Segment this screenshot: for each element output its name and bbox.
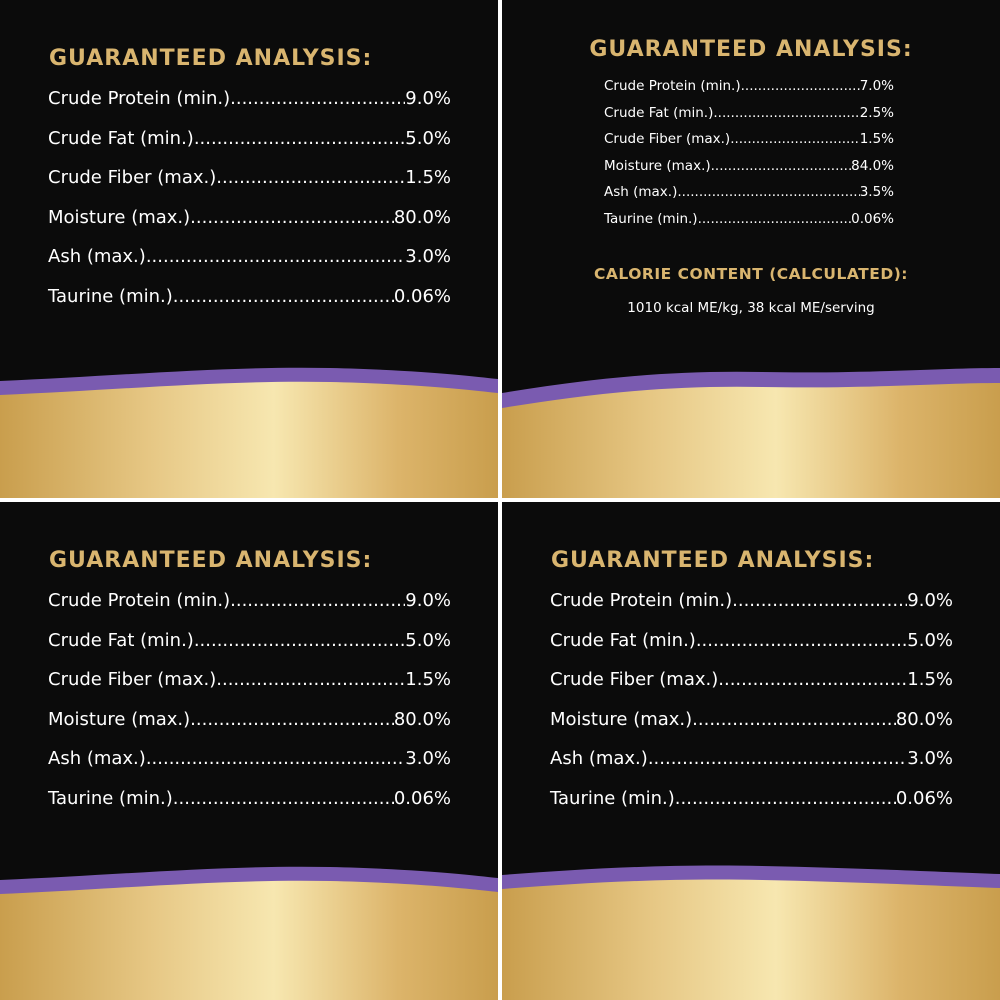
dot-leader <box>698 211 852 227</box>
analysis-panel-bottom-left <box>0 502 498 1000</box>
analysis-row <box>48 788 451 828</box>
nutrient-value: 5.0% <box>405 127 451 149</box>
analysis-row <box>48 128 451 168</box>
nutrient-label: Ash (max.) <box>604 184 678 201</box>
calorie-content-title: CALORIE CONTENT (CALCULATED): <box>594 265 908 283</box>
dot-leader <box>194 630 405 651</box>
nutrient-value: 0.06% <box>393 787 451 809</box>
dot-leader <box>230 590 405 611</box>
nutrient-label: Crude Protein (min.) <box>550 590 733 611</box>
nutrient-value: 3.0% <box>405 748 451 770</box>
analysis-row <box>48 286 451 326</box>
analysis-panel-bottom-right <box>502 502 1000 1000</box>
nutrient-value: 5.0% <box>907 629 953 651</box>
nutrient-value: 0.06% <box>895 787 953 809</box>
analysis-row <box>550 630 953 670</box>
dot-leader <box>216 167 405 188</box>
nutrient-value: 0.06% <box>393 285 451 307</box>
nutrient-value: 3.5% <box>859 184 894 201</box>
dot-leader <box>146 748 405 769</box>
nutrient-label: Crude Fiber (max.) <box>48 167 217 189</box>
nutrient-value: 7.0% <box>859 78 894 94</box>
analysis-row <box>48 669 451 709</box>
nutrient-label: Moisture (max.) <box>604 157 711 174</box>
analysis-row <box>604 78 894 105</box>
nutrient-label: Taurine (min.) <box>550 787 675 809</box>
dot-leader <box>173 788 394 809</box>
nutrient-label: Taurine (min.) <box>48 787 173 809</box>
analysis-row <box>604 158 894 185</box>
nutrient-value: 9.0% <box>907 590 953 611</box>
nutrient-value: 3.0% <box>907 748 953 770</box>
dot-leader <box>696 630 907 651</box>
nutrient-value: 1.5% <box>405 669 451 691</box>
dot-leader <box>173 286 394 307</box>
dot-leader <box>741 78 860 94</box>
dot-leader <box>692 709 896 730</box>
nutrient-value: 80.0% <box>393 708 451 730</box>
nutrient-label: Crude Fiber (max.) <box>604 131 731 148</box>
analysis-row <box>48 709 451 749</box>
dot-leader <box>146 246 405 267</box>
nutrient-label: Crude Protein (min.) <box>48 590 231 611</box>
nutrient-value: 9.0% <box>405 590 451 611</box>
analysis-row <box>550 590 953 630</box>
nutrient-value: 1.5% <box>405 167 451 189</box>
nutrient-value: 5.0% <box>405 629 451 651</box>
analysis-row <box>48 246 451 286</box>
dot-leader <box>730 131 860 147</box>
nutrient-value: 3.0% <box>405 246 451 268</box>
nutrient-label: Moisture (max.) <box>48 206 191 228</box>
analysis-row <box>550 788 953 828</box>
nutrient-value: 1.5% <box>859 131 894 148</box>
analysis-row <box>48 630 451 670</box>
nutrient-label: Crude Fat (min.) <box>48 629 194 651</box>
analysis-row <box>604 105 894 132</box>
dot-leader <box>675 788 896 809</box>
nutrient-label: Ash (max.) <box>550 748 648 770</box>
dot-leader <box>677 184 859 200</box>
nutrient-label: Taurine (min.) <box>604 210 698 227</box>
nutrient-value: 1.5% <box>907 669 953 691</box>
nutrient-value: 84.0% <box>851 157 894 174</box>
guaranteed-analysis-title: GUARANTEED ANALYSIS: <box>551 548 875 573</box>
dot-leader <box>190 207 394 228</box>
dot-leader <box>718 669 907 690</box>
dot-leader <box>190 709 394 730</box>
gold-wave-band <box>502 0 1000 498</box>
analysis-list <box>48 88 451 326</box>
nutrient-label: Taurine (min.) <box>48 285 173 307</box>
nutrient-label: Moisture (max.) <box>550 708 693 730</box>
nutrient-value: 0.06% <box>851 210 894 227</box>
analysis-list <box>604 78 894 238</box>
nutrient-label: Crude Fat (min.) <box>48 127 194 149</box>
nutrient-label: Crude Fat (min.) <box>604 104 714 121</box>
nutrient-label: Crude Protein (min.) <box>48 88 231 109</box>
dot-leader <box>711 158 851 174</box>
analysis-row <box>604 211 894 238</box>
nutrient-label: Crude Fiber (max.) <box>48 669 217 691</box>
nutrient-value: 9.0% <box>405 88 451 109</box>
calorie-content-value: 1010 kcal ME/kg, 38 kcal ME/serving <box>627 300 875 316</box>
dot-leader <box>732 590 907 611</box>
analysis-row <box>48 88 451 128</box>
analysis-row <box>48 748 451 788</box>
analysis-row <box>550 748 953 788</box>
nutrient-value: 80.0% <box>393 206 451 228</box>
nutrient-value: 2.5% <box>859 104 894 121</box>
guaranteed-analysis-title: GUARANTEED ANALYSIS: <box>49 46 373 71</box>
analysis-panel-top-left <box>0 0 498 498</box>
dot-leader <box>230 88 405 109</box>
guaranteed-analysis-title: GUARANTEED ANALYSIS: <box>589 37 913 62</box>
analysis-row <box>48 167 451 207</box>
analysis-row <box>550 669 953 709</box>
analysis-list <box>48 590 451 828</box>
analysis-row <box>604 131 894 158</box>
dot-leader <box>713 105 859 121</box>
analysis-row <box>48 590 451 630</box>
nutrient-label: Crude Fat (min.) <box>550 629 696 651</box>
nutrient-label: Ash (max.) <box>48 246 146 268</box>
analysis-list <box>550 590 953 828</box>
analysis-row <box>550 709 953 749</box>
guaranteed-analysis-title: GUARANTEED ANALYSIS: <box>49 548 373 573</box>
nutrient-label: Crude Fiber (max.) <box>550 669 719 691</box>
dot-leader <box>648 748 907 769</box>
analysis-panel-top-right <box>502 0 1000 498</box>
analysis-row <box>48 207 451 247</box>
analysis-row <box>604 184 894 211</box>
nutrient-value: 80.0% <box>895 708 953 730</box>
nutrient-label: Crude Protein (min.) <box>604 78 741 94</box>
nutrient-label: Ash (max.) <box>48 748 146 770</box>
dot-leader <box>216 669 405 690</box>
nutrient-label: Moisture (max.) <box>48 708 191 730</box>
dot-leader <box>194 128 405 149</box>
